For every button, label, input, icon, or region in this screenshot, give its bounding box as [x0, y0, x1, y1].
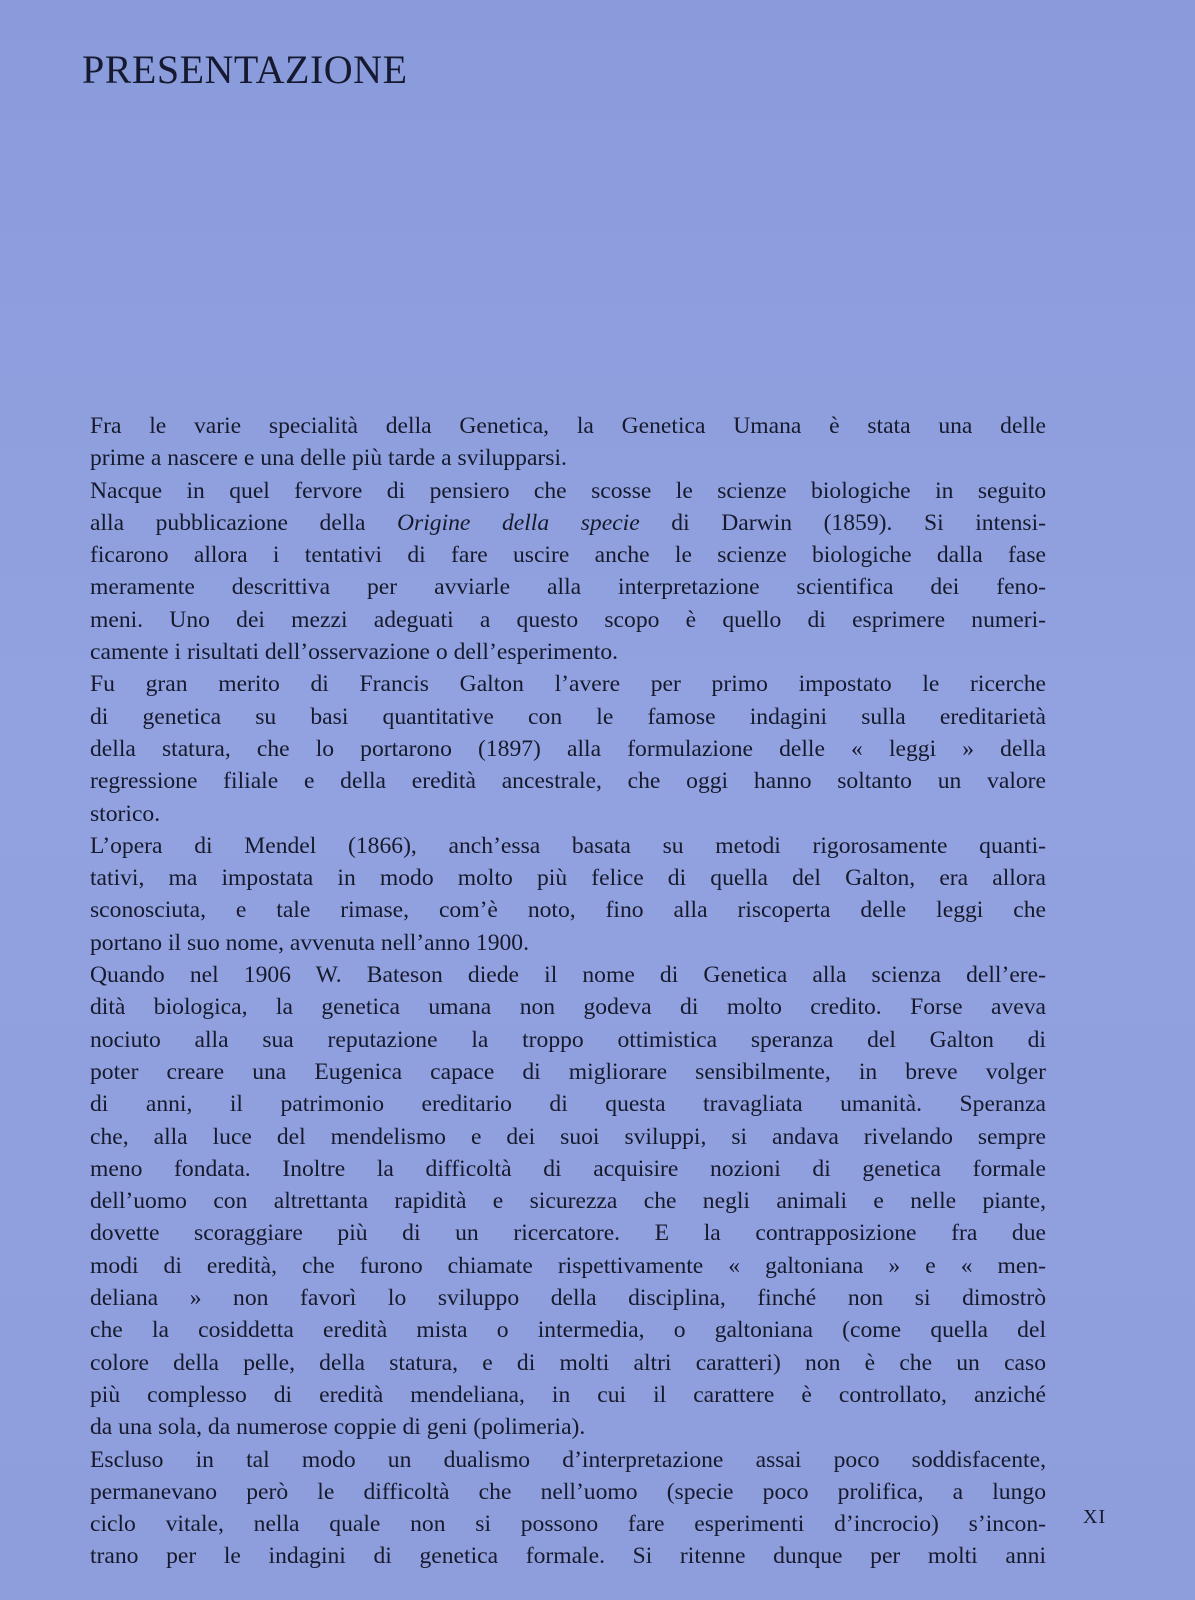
text-line: meni. Uno dei mezzi adeguati a questo scopo è quello di esprimere numeri-	[90, 606, 1046, 633]
text-line: ciclo vitale, nella quale non si possono fare esperimenti d’incrocio) s’incon-	[90, 1511, 1046, 1538]
text-line: dell’uomo con altrettanta rapidità e sicurezza che negli animali e nelle piante,	[90, 1188, 1046, 1215]
text-line: dovette scoraggiare più di un ricercatore. E la contrapposizione fra due	[90, 1220, 1046, 1247]
text-line: deliana » non favorì lo sviluppo della disciplina, finché non si dimostrò	[90, 1285, 1046, 1312]
text-line: più complesso di eredità mendeliana, in cui il carattere è controllato, anziché	[90, 1381, 1046, 1408]
text-line: sconosciuta, e tale rimase, com’è noto, fino alla riscoperta delle leggi che	[90, 897, 1046, 924]
text-line: della statura, che lo portarono (1897) alla formulazione delle « leggi » della	[90, 735, 1046, 762]
text-line: storico.	[90, 800, 161, 827]
text-line: trano per le indagini di genetica formale. Si ritenne dunque per molti anni	[90, 1543, 1046, 1570]
text-line: meno fondata. Inoltre la difficoltà di acquisire nozioni di genetica formale	[90, 1155, 1046, 1182]
text-line: Fra le varie specialità della Genetica, la Genetica Umana è stata una delle	[90, 413, 1046, 439]
text-line: modi di eredità, che furono chiamate rispettivamente « galtoniana » e « men-	[90, 1252, 1046, 1279]
text-line: che la cosiddetta eredità mista o intermedia, o galtoniana (come quella del	[90, 1317, 1046, 1344]
text-line: meramente descrittiva per avviarle alla interpretazione scientifica dei feno-	[90, 574, 1046, 601]
text-line: poter creare una Eugenica capace di migliorare sensibilmente, in breve volger	[90, 1058, 1046, 1085]
page-title: PRESENTAZIONE	[82, 47, 408, 92]
text-line: di anni, il patrimonio ereditario di questa travagliata umanità. Speranza	[90, 1091, 1046, 1118]
text-line: Fu gran merito di Francis Galton l’avere per primo impostato le ricerche	[90, 671, 1046, 698]
text-line: colore della pelle, della statura, e di molti altri caratteri) non è che un caso	[90, 1349, 1046, 1376]
text-line: che, alla luce del mendelismo e dei suoi sviluppi, si andava rivelando sempre	[90, 1123, 1046, 1150]
text-line: L’opera di Mendel (1866), anch’essa basata su metodi rigorosamente quanti-	[90, 832, 1046, 859]
body-text	[90, 410, 1046, 1573]
text-line: da una sola, da numerose coppie di geni (polimeria).	[90, 1414, 586, 1441]
text-line: camente i risultati dell’osservazione o dell’esperimento.	[90, 639, 619, 666]
text-line: portano il suo nome, avvenuta nell’anno 1900.	[90, 929, 530, 956]
text-line: nociuto alla sua reputazione la troppo ottimistica speranza del Galton di	[90, 1026, 1046, 1053]
text-line: tativi, ma impostata in modo molto più felice di quella del Galton, era allora	[90, 865, 1046, 892]
text-line: prime a nascere e una delle più tarde a svilupparsi.	[90, 445, 567, 472]
page-number: XI	[1083, 1506, 1107, 1528]
text-line: dità biologica, la genetica umana non godeva di molto credito. Forse aveva	[90, 994, 1046, 1021]
text-line: Escluso in tal modo un dualismo d’interpretazione assai poco soddisfacente,	[90, 1446, 1046, 1473]
text-line: Quando nel 1906 W. Bateson diede il nome di Genetica alla scienza dell’ere-	[90, 962, 1046, 989]
text-line: alla pubblicazione della Origine della specie di Darwin (1859). Si intensi-	[90, 509, 1046, 536]
text-line: regressione filiale e della eredità ancestrale, che oggi hanno soltanto un valore	[90, 768, 1046, 795]
text-line: permanevano però le difficoltà che nell’uomo (specie poco prolifica, a lungo	[90, 1478, 1046, 1505]
text-line: di genetica su basi quantitative con le famose indagini sulla ereditarietà	[90, 703, 1046, 730]
text-line: ficarono allora i tentativi di fare uscire anche le scienze biologiche dalla fase	[90, 542, 1046, 569]
text-line: Nacque in quel fervore di pensiero che scosse le scienze biologiche in seguito	[90, 477, 1046, 504]
